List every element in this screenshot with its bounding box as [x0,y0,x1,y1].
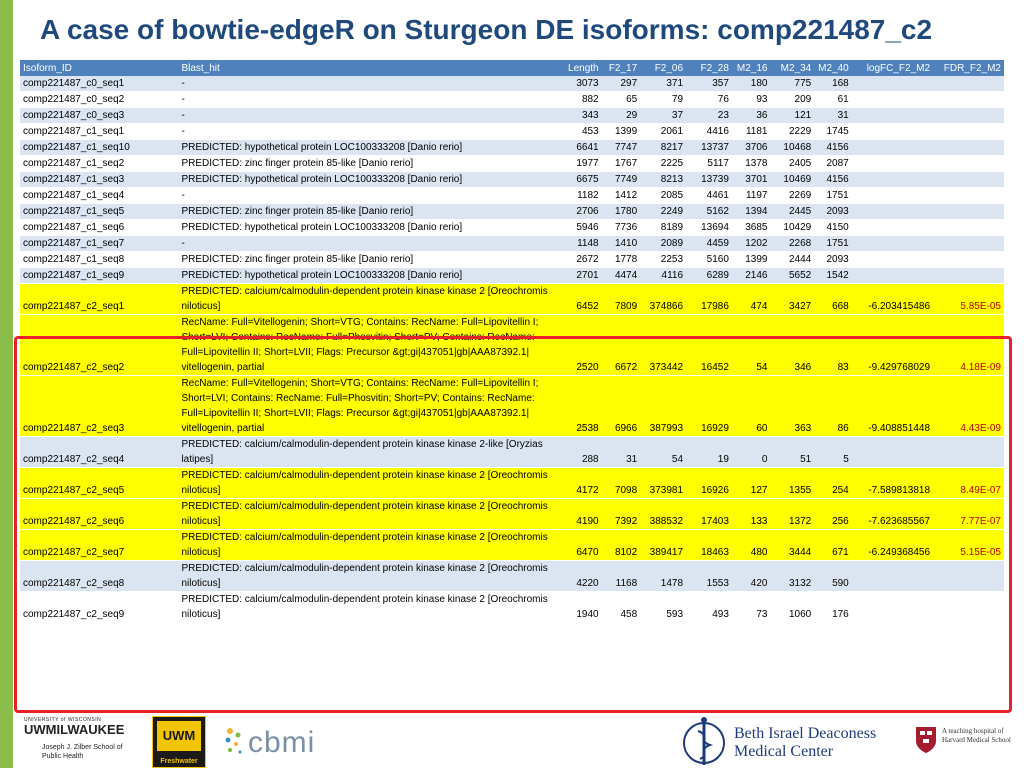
cell-f2-28: 16926 [686,468,732,499]
cell-fdr [933,437,1004,468]
cell-fdr [933,268,1004,284]
table-row [20,376,1004,437]
cell-f2-28: 493 [686,592,732,623]
cell-f2-17: 7749 [602,172,641,188]
col-header-m2-16: M2_16 [732,60,771,76]
col-header-isoform-id: Isoform_ID [20,60,178,76]
table-row [20,468,1004,499]
cell-m2-34: 1060 [770,592,814,623]
cell-m2-16: 1202 [732,236,771,252]
cell-blast-hit: PREDICTED: hypothetical protein LOC100333208 [Danio rerio] [178,172,555,188]
cell-m2-34: 2444 [770,252,814,268]
harvard-logo-text: A teaching hospital of Harvard Medical School [942,727,1011,744]
cell-f2-17: 1168 [602,561,641,592]
cell-m2-16: 480 [732,530,771,561]
cell-fdr: 4.18E-09 [933,315,1004,376]
cell-m2-40: 5 [814,437,852,468]
cell-fdr [933,592,1004,623]
cell-f2-17: 1778 [602,252,641,268]
cell-logfc [852,188,933,204]
cell-logfc: -9.429768029 [852,315,933,376]
cell-m2-16: 1181 [732,124,771,140]
cell-m2-16: 54 [732,315,771,376]
cell-f2-06: 374866 [640,284,686,315]
cell-isoform-id: comp221487_c1_seq1 [20,124,178,140]
table-row [20,437,1004,468]
cell-f2-28: 18463 [686,530,732,561]
cell-f2-17: 1412 [602,188,641,204]
cell-isoform-id: comp221487_c1_seq8 [20,252,178,268]
cell-length: 1977 [556,156,602,172]
cell-m2-16: 93 [732,92,771,108]
cell-f2-17: 7809 [602,284,641,315]
cell-f2-06: 8217 [640,140,686,156]
table-row [20,236,1004,252]
cell-f2-06: 373981 [640,468,686,499]
cell-logfc [852,92,933,108]
col-header-fdr: FDR_F2_M2 [933,60,1004,76]
cell-length: 882 [556,92,602,108]
col-header-f2-06: F2_06 [640,60,686,76]
cell-f2-17: 1399 [602,124,641,140]
uwm-zilber-logo [24,717,134,761]
cell-m2-40: 1751 [814,236,852,252]
cell-logfc [852,236,933,252]
cell-isoform-id: comp221487_c2_seq8 [20,561,178,592]
cell-blast-hit: PREDICTED: calcium/calmodulin-dependent protein kinase kinase 2 [Oreochromis niloticus] [178,499,555,530]
cell-fdr: 5.85E-05 [933,284,1004,315]
cell-f2-28: 19 [686,437,732,468]
cell-f2-06: 2249 [640,204,686,220]
cell-fdr [933,252,1004,268]
cell-m2-16: 1399 [732,252,771,268]
cell-f2-06: 371 [640,76,686,92]
cell-m2-34: 10429 [770,220,814,236]
cell-m2-34: 209 [770,92,814,108]
cell-f2-17: 8102 [602,530,641,561]
cell-length: 2672 [556,252,602,268]
cell-blast-hit: RecName: Full=Vitellogenin; Short=VTG; Contains: RecName: Full=Lipovitellin I; Short=LVI; Contains: RecName: Full=Phosvitin; Short=PV; Contains: RecName: Full=Lipovitellin II; Short=LVII; Flags: Precursor &gt;gi|437051|gb|AAA87392.1| vitellogenin, partial [178,315,555,376]
cell-m2-34: 1372 [770,499,814,530]
cell-m2-16: 1197 [732,188,771,204]
cell-m2-34: 3427 [770,284,814,315]
cell-f2-06: 388532 [640,499,686,530]
cell-f2-28: 1553 [686,561,732,592]
cell-m2-16: 2146 [732,268,771,284]
cell-f2-28: 16452 [686,315,732,376]
cell-m2-16: 1394 [732,204,771,220]
cell-length: 3073 [556,76,602,92]
cell-f2-28: 76 [686,92,732,108]
cell-f2-28: 5162 [686,204,732,220]
cell-blast-hit: PREDICTED: calcium/calmodulin-dependent protein kinase kinase 2 [Oreochromis niloticus] [178,592,555,623]
cell-m2-16: 133 [732,499,771,530]
cell-isoform-id: comp221487_c2_seq7 [20,530,178,561]
cell-logfc [852,268,933,284]
slide-title: A case of bowtie-edgeR on Sturgeon DE isoforms: comp221487_c2 [40,14,933,45]
cell-m2-16: 3701 [732,172,771,188]
cell-f2-17: 1767 [602,156,641,172]
uwm-logo-school: Joseph J. Zilber School of Public Health [42,744,123,760]
table-row [20,315,1004,376]
cell-isoform-id: comp221487_c1_seq2 [20,156,178,172]
cell-m2-16: 73 [732,592,771,623]
cell-fdr: 4.43E-09 [933,376,1004,437]
cell-blast-hit: PREDICTED: calcium/calmodulin-dependent protein kinase kinase 2 [Oreochromis niloticus] [178,284,555,315]
cell-m2-34: 2268 [770,236,814,252]
cell-length: 453 [556,124,602,140]
cell-m2-16: 0 [732,437,771,468]
cell-logfc [852,124,933,140]
cell-fdr [933,220,1004,236]
cell-isoform-id: comp221487_c1_seq10 [20,140,178,156]
cell-fdr [933,156,1004,172]
cell-f2-17: 297 [602,76,641,92]
cell-f2-06: 8189 [640,220,686,236]
cell-fdr [933,108,1004,124]
cell-f2-06: 2085 [640,188,686,204]
cell-logfc [852,437,933,468]
table-row [20,188,1004,204]
cell-isoform-id: comp221487_c2_seq5 [20,468,178,499]
cell-m2-34: 1355 [770,468,814,499]
cell-isoform-id: comp221487_c1_seq6 [20,220,178,236]
cell-length: 2538 [556,376,602,437]
cell-logfc: -6.203415486 [852,284,933,315]
cell-isoform-id: comp221487_c2_seq2 [20,315,178,376]
cell-fdr [933,172,1004,188]
cell-m2-40: 4156 [814,172,852,188]
cell-f2-06: 389417 [640,530,686,561]
cell-f2-06: 2061 [640,124,686,140]
uwm-badge-caption: Freshwater [160,758,198,765]
cell-f2-06: 54 [640,437,686,468]
cell-f2-17: 7736 [602,220,641,236]
cell-m2-16: 36 [732,108,771,124]
table-row [20,140,1004,156]
cell-length: 6452 [556,284,602,315]
cell-f2-06: 1478 [640,561,686,592]
harvard-logo [912,723,1024,763]
cell-f2-17: 4474 [602,268,641,284]
cell-logfc: -9.408851448 [852,376,933,437]
table-row [20,220,1004,236]
cell-logfc [852,252,933,268]
cell-logfc [852,76,933,92]
cell-blast-hit: PREDICTED: hypothetical protein LOC100333208 [Danio rerio] [178,268,555,284]
cell-m2-16: 3685 [732,220,771,236]
isoform-table-container [20,60,1004,623]
cell-m2-40: 1745 [814,124,852,140]
cell-m2-34: 10468 [770,140,814,156]
cell-isoform-id: comp221487_c1_seq9 [20,268,178,284]
cell-fdr: 7.77E-07 [933,499,1004,530]
cell-f2-17: 6672 [602,315,641,376]
cell-f2-06: 37 [640,108,686,124]
cell-blast-hit: PREDICTED: zinc finger protein 85-like [Danio rerio] [178,156,555,172]
cell-f2-06: 2253 [640,252,686,268]
cell-f2-28: 4459 [686,236,732,252]
cell-m2-40: 256 [814,499,852,530]
col-header-logfc: logFC_F2_M2 [852,60,933,76]
cell-f2-28: 5160 [686,252,732,268]
uwm-freshwater-badge [152,716,206,768]
cell-f2-28: 17403 [686,499,732,530]
cell-m2-16: 1378 [732,156,771,172]
cell-length: 1940 [556,592,602,623]
cell-m2-34: 121 [770,108,814,124]
cell-length: 288 [556,437,602,468]
cell-m2-34: 5652 [770,268,814,284]
cell-logfc [852,220,933,236]
cell-m2-40: 168 [814,76,852,92]
cell-m2-16: 60 [732,376,771,437]
uwm-logo-name: UWMILWAUKEE [24,722,125,737]
table-row [20,108,1004,124]
cell-length: 343 [556,108,602,124]
table-row [20,156,1004,172]
cell-fdr [933,561,1004,592]
col-header-length: Length [556,60,602,76]
cell-fdr [933,204,1004,220]
cell-fdr: 8.49E-07 [933,468,1004,499]
cell-f2-17: 1410 [602,236,641,252]
cell-isoform-id: comp221487_c1_seq4 [20,188,178,204]
cell-f2-17: 29 [602,108,641,124]
cell-f2-17: 458 [602,592,641,623]
table-row [20,268,1004,284]
cell-isoform-id: comp221487_c2_seq6 [20,499,178,530]
cell-m2-16: 127 [732,468,771,499]
cell-f2-28: 16929 [686,376,732,437]
cell-m2-34: 3132 [770,561,814,592]
cell-f2-06: 2225 [640,156,686,172]
cell-length: 6675 [556,172,602,188]
cell-m2-40: 2093 [814,204,852,220]
cell-blast-hit: - [178,108,555,124]
cell-f2-06: 2089 [640,236,686,252]
col-header-blast-hit: Blast_hit [178,60,555,76]
cell-m2-34: 2269 [770,188,814,204]
cell-logfc: -7.589813818 [852,468,933,499]
cell-m2-40: 83 [814,315,852,376]
cell-m2-40: 86 [814,376,852,437]
cell-length: 6470 [556,530,602,561]
table-row [20,561,1004,592]
cell-blast-hit: - [178,124,555,140]
cell-f2-28: 13737 [686,140,732,156]
cbmi-dots-icon [222,725,248,759]
cell-f2-28: 6289 [686,268,732,284]
cell-f2-17: 65 [602,92,641,108]
cell-blast-hit: - [178,188,555,204]
cell-m2-16: 420 [732,561,771,592]
cell-m2-16: 3706 [732,140,771,156]
cell-length: 4172 [556,468,602,499]
cell-m2-40: 61 [814,92,852,108]
col-header-m2-40: M2_40 [814,60,852,76]
cell-f2-28: 4461 [686,188,732,204]
cell-blast-hit: PREDICTED: calcium/calmodulin-dependent protein kinase kinase 2 [Oreochromis niloticus] [178,530,555,561]
cell-f2-17: 1780 [602,204,641,220]
cell-isoform-id: comp221487_c0_seq3 [20,108,178,124]
cell-fdr [933,124,1004,140]
cell-blast-hit: PREDICTED: calcium/calmodulin-dependent protein kinase kinase 2-like [Oryzias latipes] [178,437,555,468]
cell-length: 1148 [556,236,602,252]
cell-isoform-id: comp221487_c1_seq5 [20,204,178,220]
cell-length: 6641 [556,140,602,156]
cell-blast-hit: - [178,236,555,252]
cell-f2-17: 7747 [602,140,641,156]
cell-length: 4190 [556,499,602,530]
col-header-f2-28: F2_28 [686,60,732,76]
table-row [20,499,1004,530]
cell-logfc [852,592,933,623]
slide-accent-bar [0,0,13,768]
cell-logfc: -7.623685567 [852,499,933,530]
cell-blast-hit: PREDICTED: zinc finger protein 85-like [Danio rerio] [178,252,555,268]
cell-f2-17: 7098 [602,468,641,499]
cell-blast-hit: PREDICTED: calcium/calmodulin-dependent protein kinase kinase 2 [Oreochromis niloticus] [178,468,555,499]
cell-m2-40: 2087 [814,156,852,172]
cell-f2-28: 357 [686,76,732,92]
table-row [20,76,1004,92]
cell-f2-28: 13694 [686,220,732,236]
table-row [20,592,1004,623]
cell-fdr [933,76,1004,92]
table-row [20,92,1004,108]
cell-fdr [933,236,1004,252]
cell-f2-06: 8213 [640,172,686,188]
cell-m2-34: 2229 [770,124,814,140]
cell-blast-hit: PREDICTED: zinc finger protein 85-like [Danio rerio] [178,204,555,220]
cell-f2-06: 373442 [640,315,686,376]
cell-m2-34: 775 [770,76,814,92]
cell-m2-40: 1542 [814,268,852,284]
cell-blast-hit: - [178,92,555,108]
cell-f2-06: 79 [640,92,686,108]
cell-logfc [852,204,933,220]
table-row [20,252,1004,268]
cell-length: 1182 [556,188,602,204]
cell-isoform-id: comp221487_c2_seq3 [20,376,178,437]
cell-m2-40: 2093 [814,252,852,268]
cell-blast-hit: - [178,76,555,92]
cell-length: 2520 [556,315,602,376]
cell-f2-28: 17986 [686,284,732,315]
cell-fdr [933,92,1004,108]
cell-isoform-id: comp221487_c2_seq4 [20,437,178,468]
cell-logfc [852,108,933,124]
table-header-row [20,60,1004,76]
cell-m2-40: 671 [814,530,852,561]
cell-f2-17: 31 [602,437,641,468]
cell-fdr [933,140,1004,156]
cell-m2-40: 176 [814,592,852,623]
cell-m2-34: 2445 [770,204,814,220]
bidmc-emblem-icon [680,715,728,767]
cell-m2-40: 668 [814,284,852,315]
table-body [20,76,1004,623]
cell-f2-28: 13739 [686,172,732,188]
table-row [20,284,1004,315]
cell-m2-34: 2405 [770,156,814,172]
cell-m2-34: 3444 [770,530,814,561]
cell-isoform-id: comp221487_c2_seq9 [20,592,178,623]
cell-m2-40: 1751 [814,188,852,204]
cell-length: 5946 [556,220,602,236]
cell-blast-hit: PREDICTED: hypothetical protein LOC100333208 [Danio rerio] [178,140,555,156]
table-row [20,204,1004,220]
cell-blast-hit: RecName: Full=Vitellogenin; Short=VTG; Contains: RecName: Full=Lipovitellin I; Short=LVI; Contains: RecName: Full=Phosvitin; Short=PV; Contains: RecName: Full=Lipovitellin II; Short=LVII; Flags: Precursor &gt;gi|437051|gb|AAA87392.1| vitellogenin, partial [178,376,555,437]
cell-isoform-id: comp221487_c0_seq1 [20,76,178,92]
cell-length: 4220 [556,561,602,592]
cell-m2-40: 31 [814,108,852,124]
cell-blast-hit: PREDICTED: hypothetical protein LOC100333208 [Danio rerio] [178,220,555,236]
footer-logos [0,713,1024,768]
cell-length: 2701 [556,268,602,284]
cell-fdr [933,188,1004,204]
cell-m2-34: 10469 [770,172,814,188]
cell-logfc [852,561,933,592]
cell-m2-16: 180 [732,76,771,92]
col-header-f2-17: F2_17 [602,60,641,76]
bidmc-logo-text: Beth Israel Deaconess Medical Center [734,725,877,760]
cbmi-logo-text: cbmi [248,726,316,759]
cell-length: 2706 [556,204,602,220]
table-row [20,172,1004,188]
table-row [20,124,1004,140]
cell-f2-17: 6966 [602,376,641,437]
cell-m2-40: 254 [814,468,852,499]
uwm-badge-text: UWM [157,721,201,751]
cell-isoform-id: comp221487_c1_seq3 [20,172,178,188]
cell-f2-28: 23 [686,108,732,124]
cell-blast-hit: PREDICTED: calcium/calmodulin-dependent protein kinase kinase 2 [Oreochromis niloticus] [178,561,555,592]
cell-m2-40: 4156 [814,140,852,156]
uwm-logo-top-text: UNIVERSITY of WISCONSIN [24,717,102,723]
cell-isoform-id: comp221487_c1_seq7 [20,236,178,252]
cell-logfc [852,156,933,172]
table-row [20,530,1004,561]
cell-m2-16: 474 [732,284,771,315]
isoform-table [20,60,1004,623]
cell-isoform-id: comp221487_c0_seq2 [20,92,178,108]
cell-m2-40: 4150 [814,220,852,236]
cell-m2-34: 51 [770,437,814,468]
cell-logfc [852,172,933,188]
cell-logfc: -6.249368456 [852,530,933,561]
cell-fdr: 5.15E-05 [933,530,1004,561]
cell-m2-34: 363 [770,376,814,437]
cell-logfc [852,140,933,156]
cell-m2-34: 346 [770,315,814,376]
col-header-m2-34: M2_34 [770,60,814,76]
cell-f2-28: 5117 [686,156,732,172]
cell-f2-06: 4116 [640,268,686,284]
harvard-shield-icon [914,725,938,755]
cell-f2-17: 7392 [602,499,641,530]
cell-isoform-id: comp221487_c2_seq1 [20,284,178,315]
cell-f2-28: 4416 [686,124,732,140]
cell-f2-06: 387993 [640,376,686,437]
cell-m2-40: 590 [814,561,852,592]
cell-f2-06: 593 [640,592,686,623]
